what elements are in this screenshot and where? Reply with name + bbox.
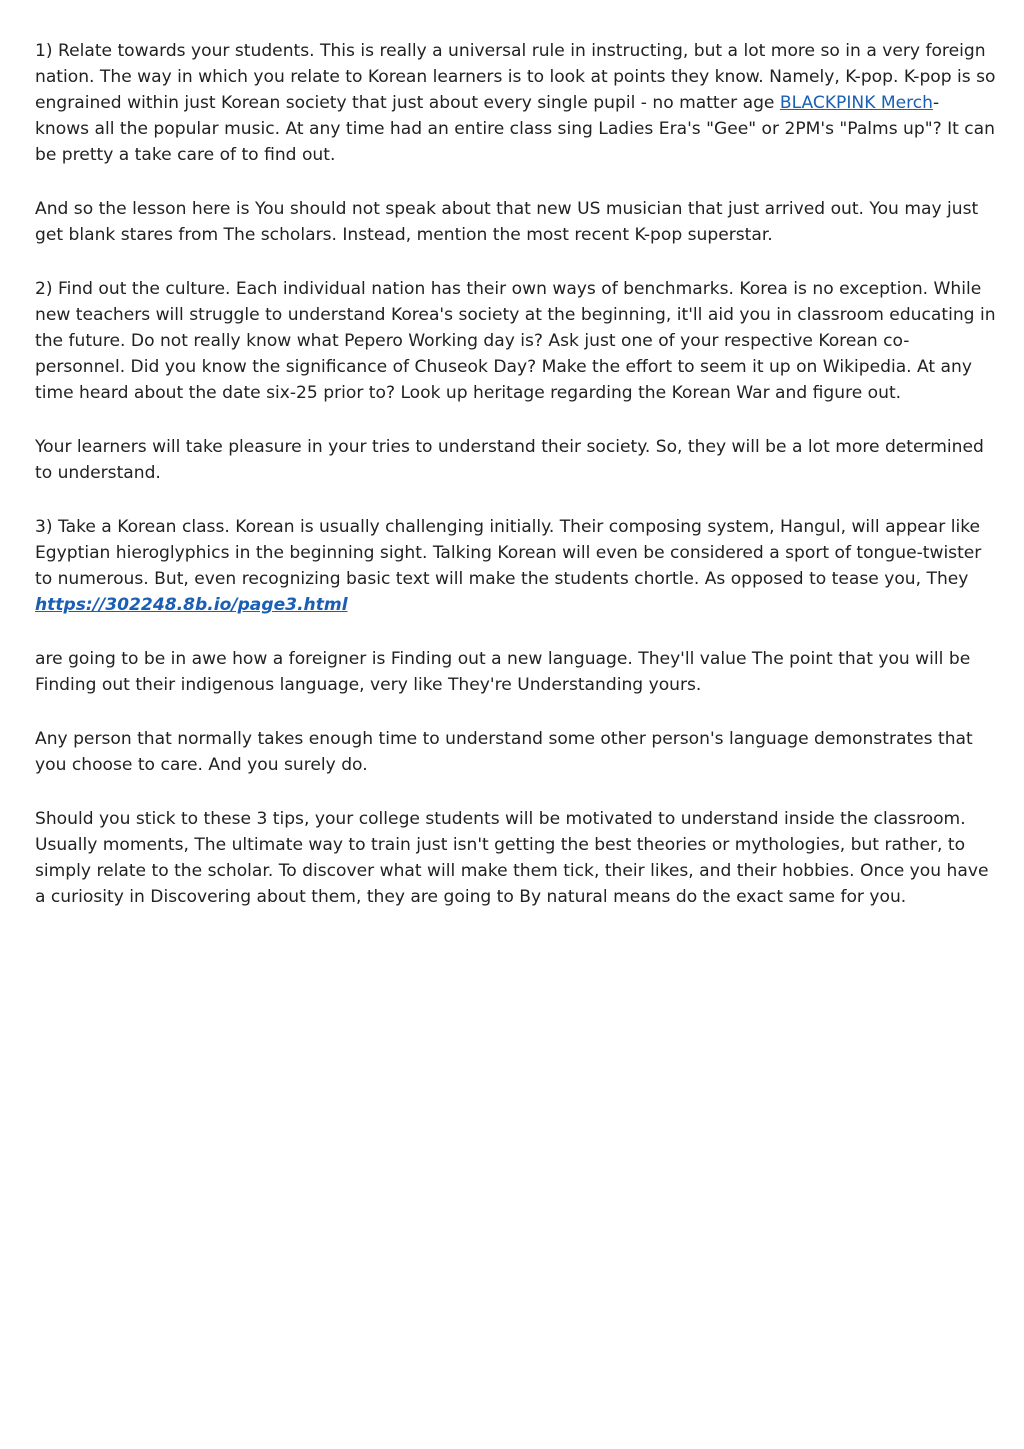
paragraph-awe: are going to be in awe how a foreigner is Finding out a new language. They'll value The point that you will be Finding out their indigenous language, very like They're Understanding yours. [35, 649, 971, 695]
article-body [35, 38, 997, 938]
page3-url-link[interactable]: https://302248.8b.io/page3.html [35, 595, 348, 615]
paragraph-culture: 2) Find out the culture. Each individual nation has their own ways of benchmarks. Korea is no exception. While new teachers will struggle to understand Korea's society at the beginning, it'll aid you in classroom educating in the future. Do not really know what Pepero Working day is? Ask just one of your respective Korean co-personnel. Did you know the significance of Chuseok Day? Make the effort to seem it up on Wikipedia. At any time heard about the date six-25 prior to? Look up heritage regarding the Korean War and figure out. [35, 279, 996, 403]
paragraph-korean-class [35, 514, 997, 618]
paragraph-conclusion: Should you stick to these 3 tips, your college students will be motivated to understand inside the classroom. Usually moments, The ultimate way to train just isn't getting the best theories or mythologies, but rather, to simply relate to the scholar. To discover what will make them tick, their likes, and their hobbies. Once you have a curiosity in Discovering about them, they are going to By natural means do the exact same for you. [35, 809, 989, 907]
blackpink-merch-link[interactable]: BLACKPINK Merch [779, 93, 933, 113]
paragraph-relate-students [35, 38, 997, 168]
paragraph-text: 3) Take a Korean class. Korean is usually challenging initially. Their composing system, Hangul, will appear like Egyptian hieroglyphics in the beginning sight. Talking Korean will even be considered a sport of tongue-twister to numerous. But, even recognizing basic text will make the students chortle. As opposed to tease you, They [35, 517, 982, 589]
paragraph-care: Any person that normally takes enough time to understand some other person's language demonstrates that you choose to care. And you surely do. [35, 729, 973, 775]
paragraph-lesson: And so the lesson here is You should not speak about that new US musician that just arrived out. You may just get blank stares from The scholars. Instead, mention the most recent K-pop superstar. [35, 199, 979, 245]
paragraph-text: - knows all the popular music. At any time had an entire class sing Ladies Era's "Gee" or 2PM's "Palms up"? It can be pretty a take care of to find out. [35, 93, 995, 165]
paragraph-learners: Your learners will take pleasure in your tries to understand their society. So, they will be a lot more determined to understand. [35, 437, 984, 483]
paragraph-text: 1) Relate towards your students. This is really a universal rule in instructing, but a lot more so in a very foreign nation. The way in which you relate to Korean learners is to look at points they know. Namely, K-pop. K-pop is so engrained within just Korean society that just about every single pupil - no matter age [35, 41, 996, 113]
